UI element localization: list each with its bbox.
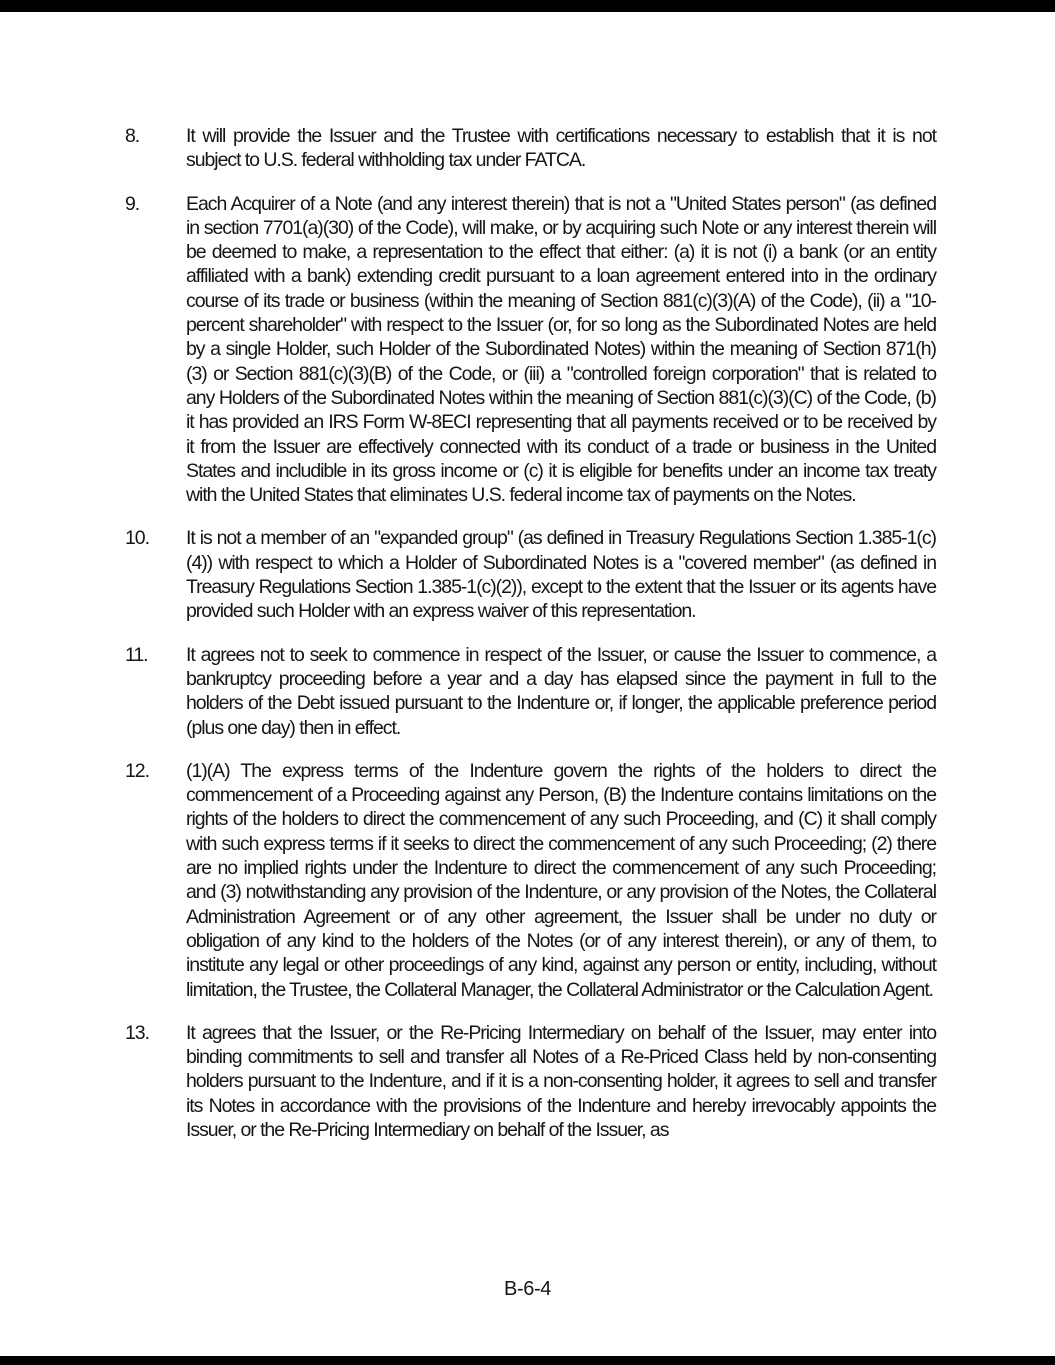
page-number: B-6-4 [504, 1278, 551, 1300]
paragraph-number: 13. [125, 1021, 149, 1044]
paragraph-number: 9. [125, 192, 140, 215]
numbered-paragraph [125, 192, 936, 508]
numbered-paragraph [125, 759, 936, 1002]
numbered-paragraph [125, 1021, 936, 1142]
paragraph-text: It agrees not to seek to commence in respect of the Issuer, or cause the Issuer to commence, a bankruptcy proceeding before a year and a day has elapsed since the payment in full to the holders of the Debt issued pursuant to the Indenture or, if longer, the applicable preference period (plus one day) then in effect. [186, 643, 936, 739]
paragraph-text: Each Acquirer of a Note (and any interest therein) that is not a "United States person" (as defined in section 7701(a)(30) of the Code), will make, or by acquiring such Note or any interest therein will be deemed to make, a representation to the effect that either: (a) it is not (i) a bank (or an entity affiliated with a bank) extending credit pursuant to a loan agreement entered into in the ordinary course of its trade or business (within the meaning of Section 881(c)(3)(A) of the Code), (ii) a "10-percent shareholder" with respect to the Issuer (or, for so long as the Subordinated Notes are held by a single Holder, such Holder of the Subordinated Notes) within the meaning of Section 871(h)(3) or Section 881(c)(3)(B) of the Code, or (iii) a "controlled foreign corporation" that is related to any Holders of the Subordinated Notes within the meaning of Section 881(c)(3)(C) of the Code, (b) it has provided an IRS Form W-8ECI representing that all payments received or to be received by it from the Issuer are effectively connected with its conduct of a trade or business in the United States and includible in its gross income or (c) it is eligible for benefits under an income tax treaty with the United States that eliminates U.S. federal income tax of payments on the Notes. [186, 192, 936, 507]
paragraph-number: 8. [125, 125, 140, 147]
paragraph-text: It is not a member of an "expanded group" (as defined in Treasury Regulations Section 1.385-1(c)(4)) with respect to which a Holder of Subordinated Notes is a "covered member" (as defined in Treasury Regulations Section 1.385-1(c)(2)), except to the extent that the Issuer or its agents have provided such Holder with an express waiver of this representation. [186, 527, 936, 623]
paragraph-number: 11. [125, 643, 148, 666]
paragraph-number: 10. [125, 527, 149, 550]
scan-artifact-top-bar [0, 0, 1055, 12]
numbered-paragraph [125, 643, 936, 740]
numbered-paragraph [125, 526, 936, 623]
paragraph-text: It will provide the Issuer and the Trustee with certifications necessary to establish that it is not subject to U.S. federal withholding tax under FATCA. [186, 125, 936, 172]
scan-artifact-bottom-bar [0, 1356, 1055, 1365]
paragraph-text: (1)(A) The express terms of the Indenture govern the rights of the holders to direct the commencement of a Proceeding against any Person, (B) the Indenture contains limitations on the rights of the holders to direct the commencement of any such Proceeding, and (C) it shall comply with such express terms if it seeks to direct the commencement of any such Proceeding; (2) there are no implied rights under the Indenture to direct the commencement of any such Proceeding; and (3) notwithstanding any provision of the Indenture, or any provision of the Notes, the Collateral Administration Agreement or of any other agreement, the Issuer shall be under no duty or obligation of any kind to the holders of the Notes (or of any interest therein), or any of them, to institute any legal or other proceedings of any kind, against any person or entity, including, without limitation, the Trustee, the Collateral Manager, the Collateral Administrator or the Calculation Agent. [186, 759, 936, 1001]
paragraph-text: It agrees that the Issuer, or the Re-Pricing Intermediary on behalf of the Issuer, may enter into binding commitments to sell and transfer all Notes of a Re-Priced Class held by non-consenting holders pursuant to the Indenture, and if it is a non-consenting holder, it agrees to sell and transfer its Notes in accordance with the provisions of the Indenture and hereby irrevocably appoints the Issuer, or the Re-Pricing Intermediary on behalf of the Issuer, as [186, 1021, 936, 1141]
paragraph-number: 12. [125, 759, 149, 782]
numbered-paragraph [125, 124, 936, 173]
document-body [125, 124, 936, 1161]
